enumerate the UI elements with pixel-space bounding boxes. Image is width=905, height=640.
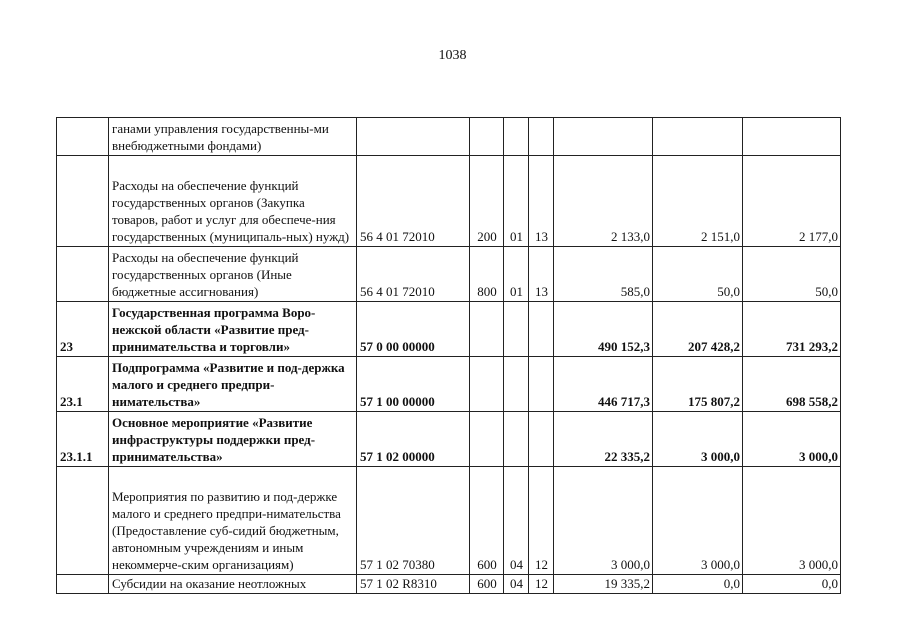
expense-type-cell [470, 118, 504, 156]
table-row [57, 156, 841, 247]
subsection-cell [529, 302, 554, 357]
row-name-cell: ганами управления государственны-ми внебюджетными фондами) [109, 118, 357, 156]
section-cell [504, 357, 529, 412]
table-row [57, 467, 841, 575]
row-name-cell: Подпрограмма «Развитие и под-держка малого и среднего предпри-нимательства» [109, 357, 357, 412]
amount-year1-cell: 19 335,2 [554, 575, 653, 594]
amount-year3-cell: 50,0 [743, 247, 841, 302]
expense-type-cell: 800 [470, 247, 504, 302]
amount-year3-cell: 3 000,0 [743, 412, 841, 467]
amount-year2-cell: 2 151,0 [653, 156, 743, 247]
section-cell: 01 [504, 247, 529, 302]
target-code-cell: 56 4 01 72010 [357, 247, 470, 302]
table-row-main-activity [57, 412, 841, 467]
expense-type-cell [470, 357, 504, 412]
row-name-cell: Государственная программа Воро-нежской области «Развитие пред-принимательства и торговли» [109, 302, 357, 357]
amount-year2-cell: 207 428,2 [653, 302, 743, 357]
amount-year3-cell: 3 000,0 [743, 467, 841, 575]
row-name-cell: Мероприятия по развитию и под-держке малого и среднего предпри-нимательства (Предоставление суб-сидий бюджетным, автономным учреждениям и иным некоммерче-ским организациям) [109, 467, 357, 575]
page-number: 1038 [438, 48, 467, 63]
section-cell [504, 302, 529, 357]
row-number-cell [57, 247, 109, 302]
amount-year1-cell: 22 335,2 [554, 412, 653, 467]
subsection-cell [529, 412, 554, 467]
amount-year1-cell: 490 152,3 [554, 302, 653, 357]
table-row [57, 575, 841, 594]
subsection-cell: 12 [529, 467, 554, 575]
amount-year3-cell: 2 177,0 [743, 156, 841, 247]
expense-type-cell: 600 [470, 467, 504, 575]
section-cell [504, 118, 529, 156]
amount-year3-cell: 698 558,2 [743, 357, 841, 412]
amount-year3-cell [743, 118, 841, 156]
amount-year2-cell: 175 807,2 [653, 357, 743, 412]
amount-year1-cell: 585,0 [554, 247, 653, 302]
subsection-cell: 13 [529, 156, 554, 247]
amount-year1-cell: 3 000,0 [554, 467, 653, 575]
target-code-cell: 57 1 00 00000 [357, 357, 470, 412]
row-number-cell [57, 575, 109, 594]
target-code-cell [357, 118, 470, 156]
subsection-cell: 13 [529, 247, 554, 302]
target-code-cell: 57 0 00 00000 [357, 302, 470, 357]
row-name-cell: Субсидии на оказание неотложных [109, 575, 357, 594]
amount-year1-cell: 446 717,3 [554, 357, 653, 412]
section-cell: 04 [504, 467, 529, 575]
target-code-cell: 57 1 02 00000 [357, 412, 470, 467]
row-name-cell: Основное мероприятие «Развитие инфраструктуры поддержки пред-принимательства» [109, 412, 357, 467]
expense-type-cell: 200 [470, 156, 504, 247]
table-row [57, 247, 841, 302]
row-number-cell: 23.1 [57, 357, 109, 412]
subsection-cell: 12 [529, 575, 554, 594]
target-code-cell: 57 1 02 70380 [357, 467, 470, 575]
amount-year2-cell: 3 000,0 [653, 467, 743, 575]
row-number-cell [57, 118, 109, 156]
row-number-cell [57, 156, 109, 247]
section-cell [504, 412, 529, 467]
subsection-cell [529, 118, 554, 156]
expense-type-cell: 600 [470, 575, 504, 594]
expense-type-cell [470, 412, 504, 467]
section-cell: 04 [504, 575, 529, 594]
budget-table [56, 117, 841, 594]
table-row-program [57, 302, 841, 357]
section-cell: 01 [504, 156, 529, 247]
amount-year2-cell: 3 000,0 [653, 412, 743, 467]
row-name-cell: Расходы на обеспечение функций государственных органов (Закупка товаров, работ и услуг для обеспече-ния государственных (муниципаль-ных) нужд) [109, 156, 357, 247]
amount-year3-cell: 0,0 [743, 575, 841, 594]
row-name-cell: Расходы на обеспечение функций государственных органов (Иные бюджетные ассигнования) [109, 247, 357, 302]
amount-year3-cell: 731 293,2 [743, 302, 841, 357]
table-row [57, 118, 841, 156]
target-code-cell: 57 1 02 R8310 [357, 575, 470, 594]
amount-year1-cell [554, 118, 653, 156]
target-code-cell: 56 4 01 72010 [357, 156, 470, 247]
row-number-cell: 23.1.1 [57, 412, 109, 467]
table-row-subprogram [57, 357, 841, 412]
amount-year1-cell: 2 133,0 [554, 156, 653, 247]
expense-type-cell [470, 302, 504, 357]
row-number-cell: 23 [57, 302, 109, 357]
amount-year2-cell: 50,0 [653, 247, 743, 302]
subsection-cell [529, 357, 554, 412]
amount-year2-cell: 0,0 [653, 575, 743, 594]
row-number-cell [57, 467, 109, 575]
amount-year2-cell [653, 118, 743, 156]
